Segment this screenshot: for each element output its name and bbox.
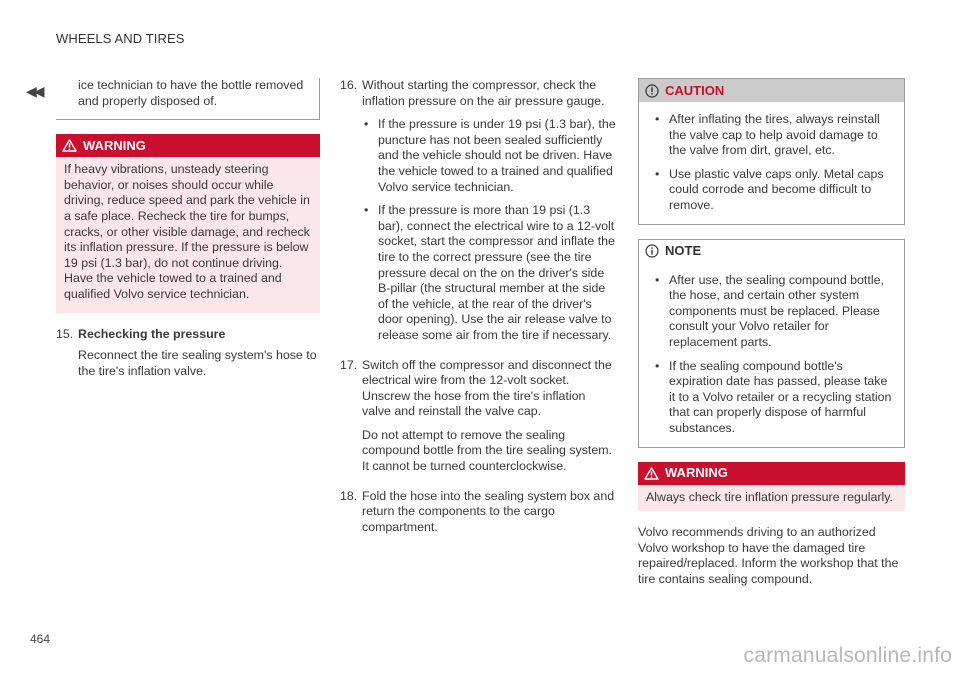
list-item: • Use plastic valve caps only. Metal caps could corrode and become difficult to remove. [655,166,884,212]
list-item: • After inflating the tires, always reinstall the valve cap to help avoid damage to the valve from dirt, gravel, etc. [655,112,880,158]
page-number: 464 [30,632,51,646]
warning-text: If heavy vibrations, unsteady steering behavior, or noises should occur while driving, reduce speed and park the vehicle in a safe place. Recheck the tire for bumps, cracks, or other visible damage, and recheck its inflation pressure. If the pressure is below 19 psi (1.3 bar), do not continue driving. Have the vehicle towed to a trained and qualified Volvo service technician. [64,162,310,301]
caution-box [638,78,905,225]
step-18 [340,489,616,536]
body-paragraph: Volvo recommends driving to an authorized Volvo workshop to have the damaged tire repaired/replaced. Inform the workshop that the tire contains sealing compound. [638,525,899,586]
note-box [638,239,905,448]
step-number: 18. [340,488,358,503]
note-header [639,240,904,263]
column-3 [638,78,905,587]
warning-text: Always check tire inflation pressure regularly. [646,489,893,504]
step-number: 15. [56,326,74,341]
warning-title: WARNING [83,137,146,153]
column-2 [340,78,616,535]
warning-box-1 [56,134,320,312]
step-15 [56,327,320,380]
list-item: • If the sealing compound bottle's expiration date has passed, please take it to a Volvo retailer or a recycling station that can properly dispose of harmful substances. [655,358,892,435]
caution-header [639,79,904,102]
continued-text-box [56,78,320,120]
warning-triangle-icon [62,139,77,152]
step-text: Fold the hose into the sealing system box and return the components to the cargo compartment. [362,488,615,534]
watermark: carmanualsonline.info [743,644,952,667]
step-text: Reconnect the tire sealing system's hose to the tire's inflation valve. [78,348,317,378]
step-text: Switch off the compressor and disconnect the electrical wire from the 12-volt socket. Unscrew the hose from the tire's inflation valve and reinstall the valve cap. [362,357,612,419]
step-text: Without starting the compressor, check the inflation pressure on the air pressure gauge. [362,78,605,108]
info-circle-icon [645,244,659,258]
bullet-icon: • [655,358,660,373]
warning-header [56,134,320,157]
bullet-icon: • [364,117,369,132]
step-17 [340,358,616,475]
bullet-icon: • [655,112,660,126]
column-1 [56,78,320,379]
warning-box-2 [638,462,905,512]
continued-text: ice technician to have the bottle removed and properly disposed of. [78,78,304,108]
step-16 [340,78,616,344]
bullet-icon: • [655,272,660,287]
back-arrow-icon[interactable]: ◀◀ [26,83,42,99]
step-subtext: Do not attempt to remove the sealing compound bottle from the tire sealing system. It cannot be turned counterclockwise. [362,427,612,474]
list-item: • After use, the sealing compound bottle, the hose, and certain other system components must be replaced. Please consult your Volvo retailer for replacement parts. [655,272,884,349]
exclamation-circle-icon [645,84,659,98]
warning-title: WARNING [665,465,728,481]
step-title: Rechecking the pressure [78,326,226,341]
list-item: • If the pressure is under 19 psi (1.3 bar), the puncture has not been sealed sufficiently and the vehicle should not be driven. Have the vehicle towed to a trained and qualified Volvo service technician. [364,117,616,194]
bullet-icon: • [655,166,660,181]
bullet-icon: • [364,203,369,218]
caution-title: CAUTION [665,82,725,98]
step-number: 16. [340,78,358,92]
warning-triangle-icon [644,467,659,480]
section-title: WHEELS AND TIRES [56,31,185,46]
note-title: NOTE [665,242,702,258]
list-item: • If the pressure is more than 19 psi (1.3 bar), connect the electrical wire to a 12-volt socket, start the compressor and inflate the tire to the correct pressure (see the tire pressure decal on the on the driver's side B-pillar (the structural member at the side of the vehicle, at the rear of the driver's door opening). Use the air release valve to release some air from the tire if necessary. [364,203,615,342]
step-number: 17. [340,357,358,372]
warning-header [638,462,905,485]
